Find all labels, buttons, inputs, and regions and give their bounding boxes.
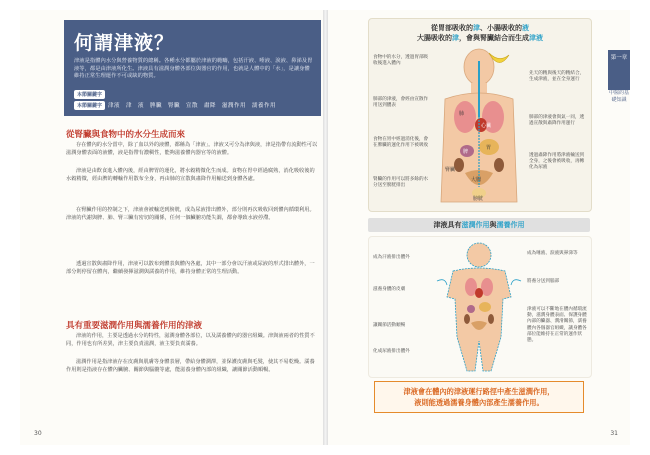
section1-paragraph-2: 津液是由飲食進入體內後，經由脾胃的運化，將水穀精微化生而成。食物在胃中經過腐熟，消化吸收後的水穀精微，經由脾的轉輸作用散布全身，再由肺的宣散與肅降作用輸送到身體各處。: [66, 168, 315, 183]
page-number-right: 31: [610, 430, 618, 437]
diagram1-title-line2: 大腸吸收的津，會與腎臟結合而生成津液: [417, 34, 543, 42]
annotation-saliva: 成為唾液、淚液與鼻涕等: [527, 251, 578, 256]
diagram1-title-line1: 從胃部吸收的津、小腸吸收的液: [431, 24, 529, 32]
annotation-right-bottom: 透過肅降作用將津液輸送到全身，之後會被吸收，再轉化為尿液: [529, 153, 585, 171]
label-spleen: 脾: [463, 149, 469, 155]
chapter-label: 第一章: [610, 55, 628, 61]
annotation-spleen: 食物在胃中經過消化後，會在脾臟的運化作用下被吸收: [373, 137, 429, 149]
annotation-right-top: 先天的精與後天的精結合，生成津液，並在全身運行: [529, 71, 585, 83]
right-page: [328, 10, 630, 445]
annotation-joints: 讓關節活動順暢: [373, 323, 406, 328]
diagram-fluid-generation: [368, 18, 592, 212]
section1-paragraph-4: 透過宣散與肅降作用，津液可以散布到體表與體內各處，其中一部分會以汗液或尿液的形式排出體外，一部分則停留在體內，繼續發揮滋潤與濡養的作用，維持身體正常的生理活動。: [66, 261, 315, 276]
keywords-tag: 本節關鍵字: [74, 90, 105, 99]
page-number-left: 30: [34, 430, 42, 437]
keywords-list: 津液 津 液 脾臟 腎臟 宣散 肅降 滋潤作用 濡養作用: [108, 103, 277, 109]
chapter-subtitle: 中醫的基礎知識: [608, 90, 630, 150]
label-bladder: 膀胱: [473, 196, 484, 202]
label-large-intestine: 大腸: [471, 177, 482, 183]
annotation-right-middle: 肺部的津液會與氣一同，透過宣散與肅降作用運行: [529, 115, 585, 127]
annotation-circulation: 津液可以不斷地在體內循環流動，滋潤身體表面、保護身體內部的臟器、潤滑關節，濡養體內各個器官組織，讓身體各部位能維持在正常的運作狀態。: [527, 307, 587, 344]
left-page: [20, 10, 323, 445]
section1-title: 從腎臟與食物中的水分生成而來: [66, 130, 186, 140]
annotation-sweat: 成為汗液排出體外: [373, 255, 410, 260]
label-stomach: 胃: [486, 145, 492, 151]
page-title: 何謂津液？: [74, 32, 175, 54]
summary-box: [374, 381, 584, 413]
summary-line-2: 液則能透過濡養身體內部產生濡養作用。: [414, 398, 544, 407]
intro-text: 津液是指體內水分與營養物質的總稱。各種水分都屬於津液的範疇，包括汗液、唾液、淚液、鼻涕及胃液等，都是由津液所化生。津液具有滋潤身體各部位與器官的作用，也就是人體中的「水」，是讓身體維持正常生理運作不可或缺的物質。: [74, 58, 313, 79]
annotation-lung: 肺部的津液，會經由宣散作用送到體表: [373, 97, 429, 109]
label-heart: 心臟: [481, 123, 492, 129]
body-figure-functions: [433, 241, 525, 373]
title-panel: [64, 20, 321, 116]
annotation-skin: 滋養身體的皮膚: [373, 287, 406, 292]
summary-line-1: 津液會在體內的津液運行路徑中產生滋潤作用，: [403, 387, 555, 396]
section2-paragraph-1: 津液的作用，主要是透過水分的特性，滋潤身體各部位，以及濡養體內的器官組織。津與液兩者的性質不同，作用也有所差異，津主要負責滋潤，液主要負責濡養。: [66, 333, 315, 348]
label-kidney: 腎臟: [445, 167, 456, 173]
section1-paragraph-1: 存在體內的水分當中，除了血以外的液體，都稱為「津液」。津液又可分為津與液，津是指帶有流動性可以滋潤身體表面的液體，液是指帶有濃稠性，能夠滋養體內器官等的液體。: [66, 142, 318, 157]
annotation-stomach: 食物中的水分，透過胃部吸收後進入體內: [373, 55, 429, 67]
annotation-kidney: 腎臟的作用可以將多餘的水分送至膀胱排出: [373, 177, 429, 189]
label-lung: 肺: [459, 111, 465, 117]
section2-paragraph-2: 滋潤作用是指津液存在皮膚與肌膚等身體表層，帶給身體潤澤，並保護皮膚與毛髮，使其不易乾燥。濡養作用則是指液存在體內臟腑、關節與腦髓等處，能滋養身體內部的組織，讓關節活動順暢。: [66, 359, 315, 374]
annotation-brain: 將養分送到腦部: [527, 279, 560, 284]
section2-title: 具有重要滋潤作用與濡養作用的津液: [66, 321, 203, 331]
keywords-tag-secondary: 本節關鍵字: [74, 101, 105, 110]
chapter-tab: [608, 50, 630, 150]
diagram-fluid-functions: [368, 236, 592, 378]
annotation-urine: 化成尿液排出體外: [373, 349, 410, 354]
keywords-box: [74, 90, 314, 112]
section1-paragraph-3: 在腎臟作用的控制之下，津液會被輸送到膀胱，成為尿液排出體外，部分則再次吸收回到體內循環利用。津液的代謝與脾、肺、腎三臟有密切的關係，任何一個臟腑功能失調，都會導致水液停滯。: [66, 207, 315, 222]
banana-icon: [487, 49, 511, 71]
diagram2-title-bar: 津液具有滋潤作用與濡養作用: [368, 218, 590, 232]
body-organs-figure: [431, 47, 527, 207]
